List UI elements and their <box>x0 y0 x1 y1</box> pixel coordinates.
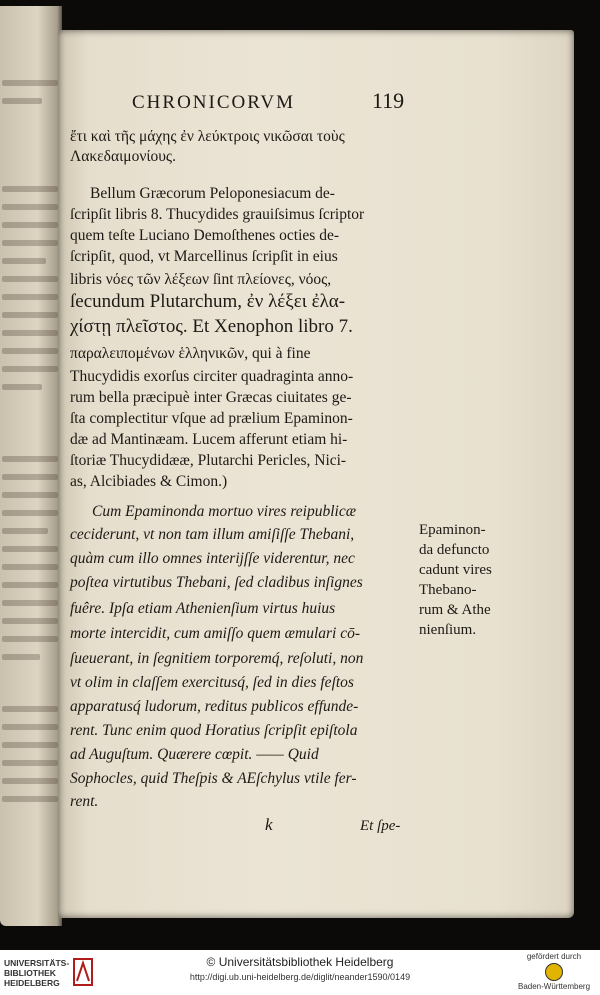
text-line-italic: rent. Tunc enim quod Horatius ſcripſit epiſtola <box>70 722 358 739</box>
text-line-italic: rent. <box>70 793 99 810</box>
text-line-italic: ſueuerant, in ſegnitiem torporemq́, reſoluti, non <box>70 650 364 667</box>
greek-line: ἔτι καὶ τῆς μάχης ἐν λεύκτροις νικῶσαι τοὺς <box>70 128 345 145</box>
text-line: ſta complectitur vſque ad prælium Epaminon- <box>70 410 353 427</box>
marginal-note-line: Thebano- <box>419 582 477 598</box>
text-line: Bellum Græcorum Peloponesiacum de- <box>90 185 335 202</box>
text-line-italic: morte intercidit, cum amiſſo quem æmulari cō- <box>70 625 361 642</box>
facing-page-edge <box>0 6 62 926</box>
text-line: as, Alcibiades & Cimon.) <box>70 473 228 490</box>
marginal-note-line: nienſium. <box>419 622 477 638</box>
page-number: 119 <box>372 88 405 113</box>
text-line: rum bella præcipuè inter Græcas ciuitates ge- <box>70 389 352 406</box>
text-line: dæ ad Mantinæam. Lucem afferunt etiam hi- <box>70 431 348 448</box>
text-line: ſcripſit libris 8. Thucydides grauiſsimus ſcriptor <box>70 206 365 223</box>
text-line-italic: fuêre. Ipſa etiam Athenienſium virtus huius <box>70 600 336 617</box>
funder-name: Baden-Württemberg <box>517 982 591 991</box>
marginal-note-line: rum & Athe <box>419 602 491 618</box>
institution-logo-text: UNIVERSITÄTS- BIBLIOTHEK HEIDELBERG <box>4 958 70 988</box>
text-line: ſcripſit, quod, vt Marcellinus ſcripſit in eius <box>70 248 338 265</box>
text-line: quem teſte Luciano Demoſthenes octies de- <box>70 227 340 244</box>
text-line: libris νόες τῶν λέξεων ſint πλείονες, νόος, <box>70 271 332 288</box>
footer-bar <box>0 950 600 995</box>
copyright-text: © Universitätsbibliothek Heidelberg <box>206 955 394 969</box>
text-line-italic: Cum Epaminonda mortuo vires reipublicæ <box>92 503 357 520</box>
greek-line: Λακεδαιμονίους. <box>70 148 176 165</box>
text-line-italic: vt olim in claſſem exercitusq́, ſed in dies feſtos <box>70 674 354 691</box>
text-line: Thucydidis exorſus circiter quadraginta anno- <box>70 368 354 385</box>
funded-by-label: gefördert durch <box>526 952 582 961</box>
running-head: CHRONICORVM <box>132 92 295 113</box>
text-line-italic: ceciderunt, vt non tam illum amiſiſſe Thebani, <box>70 526 355 543</box>
text-line-italic: quàm cum illo omnes interijſſe viderentur, nec <box>70 550 355 567</box>
text-line-italic: apparatusq́ ludorum, reditus publicos effunde- <box>70 698 359 715</box>
signature-mark: k <box>265 815 273 834</box>
text-line: χίστῃ πλεῖστος. Et Xenophon libro 7. <box>70 316 353 337</box>
source-url-link[interactable]: http://digi.ub.uni-heidelberg.de/diglit/neander1590/0149 <box>189 972 411 982</box>
text-line-italic: poſtea virtutibus Thebani, ſed cladibus inſignes <box>70 574 363 591</box>
text-line: ſecundum Plutarchum, ἐν λέξει ἐλα- <box>70 291 346 312</box>
marginal-note-line: da defuncto <box>419 542 490 558</box>
state-coat-of-arms-icon <box>545 963 563 981</box>
catchword: Et ſpe- <box>360 818 401 834</box>
text-line-italic: Sophocles, quid Theſpis & AEſchylus vtile fer- <box>70 770 357 787</box>
text-line: παραλειπομένων ἑλληνικῶν, qui à fine <box>70 345 311 362</box>
text-line-italic: ad Auguſtum. Quærere cœpit. —— Quid <box>70 746 319 763</box>
marginal-note-line: Epaminon- <box>419 522 486 538</box>
funding-credit <box>514 952 594 991</box>
text-line: ſtoriæ Thucydidææ, Plutarchi Pericles, Nici- <box>70 452 347 469</box>
marginal-note-line: cadunt vires <box>419 562 492 578</box>
